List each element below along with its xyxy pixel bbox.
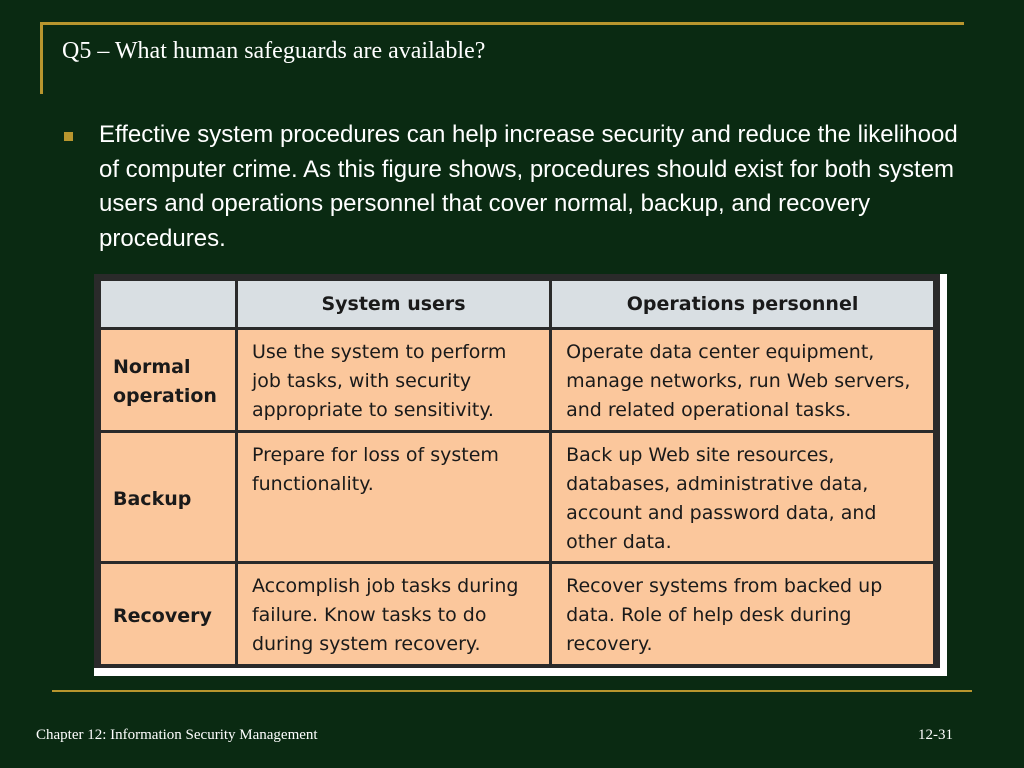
bullet-text: Effective system procedures can help increase security and reduce the likelihood of computer crime. As this figure shows, procedures should exist for both system users and operations personnel that cover normal, backup, and recovery procedures. [99,121,958,252]
table-header-empty [101,281,235,327]
cell-recovery-system-users: Accomplish job tasks during failure. Know tasks to do during system recovery. [238,564,549,664]
cell-backup-system-users: Prepare for loss of system functionality. [238,433,549,561]
table-row [101,330,933,430]
procedures-table-container [94,274,940,668]
table-row [101,433,933,561]
row-label-backup: Backup [101,433,235,561]
row-label-normal-operation: Normal operation [101,330,235,430]
table-row [101,564,933,664]
row-label-recovery: Recovery [101,564,235,664]
procedures-figure [94,274,947,676]
cell-recovery-operations-personnel: Recover systems from backed up data. Role of help desk during recovery. [552,564,933,664]
table-header-system-users: System users [238,281,549,327]
title-accent-vertical [40,22,43,94]
table-header-row [101,281,933,327]
bullet-square-icon [64,132,73,141]
cell-normal-system-users: Use the system to perform job tasks, with security appropriate to sensitivity. [238,330,549,430]
footer-divider [52,690,972,692]
procedures-table [98,278,936,667]
cell-normal-operations-personnel: Operate data center equipment, manage networks, run Web servers, and related operational tasks. [552,330,933,430]
slide-title: Q5 – What human safeguards are available? [62,38,486,64]
footer-chapter: Chapter 12: Information Security Management [36,727,318,743]
title-accent-horizontal [40,22,964,25]
footer-page-number: 12-31 [918,727,953,743]
table-header-operations-personnel: Operations personnel [552,281,933,327]
cell-backup-operations-personnel: Back up Web site resources, databases, administrative data, account and password data, and other data. [552,433,933,561]
